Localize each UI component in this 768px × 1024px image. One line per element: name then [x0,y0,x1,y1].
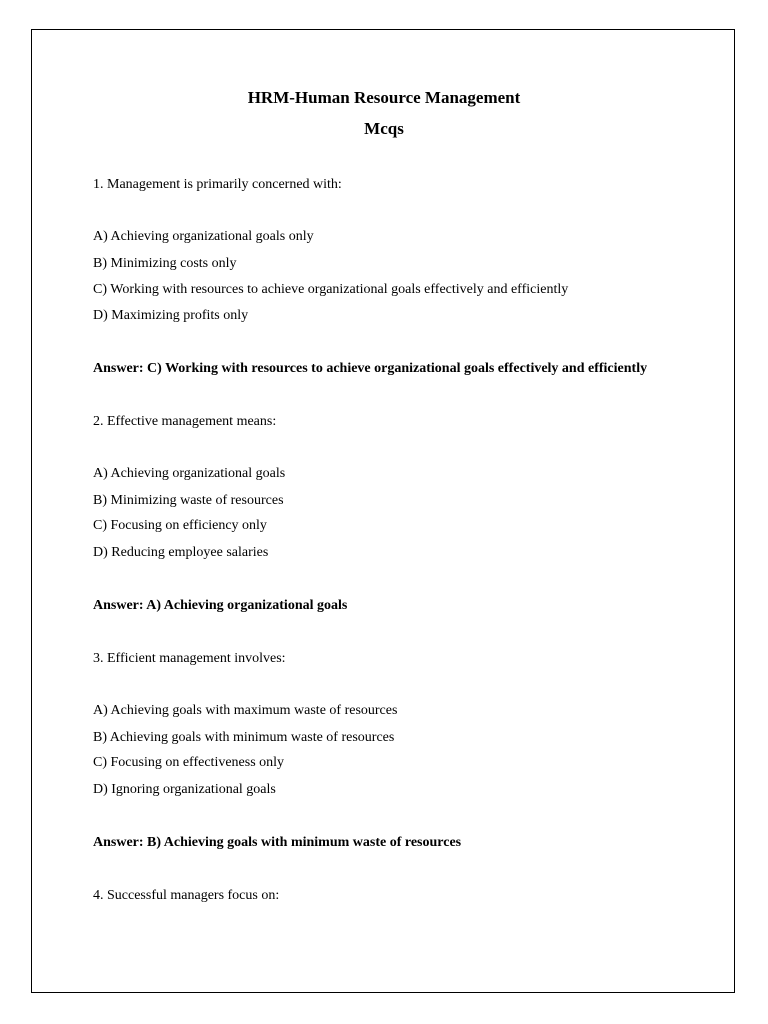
option-item: B) Minimizing waste of resources [93,493,284,508]
option-item: A) Achieving goals with maximum waste of resources [93,703,398,718]
option-item: D) Ignoring organizational goals [93,782,276,797]
answer-text: Answer: A) Achieving organizational goals [93,598,348,613]
answer-text: Answer: C) Working with resources to achieve organizational goals effectively and efficiently [93,361,648,376]
option-item: D) Reducing employee salaries [93,545,269,560]
option-item: C) Focusing on effectiveness only [93,755,285,770]
option-item: C) Working with resources to achieve organizational goals effectively and efficiently [93,282,569,297]
option-item: A) Achieving organizational goals [93,466,286,481]
question-text: 1. Management is primarily concerned with: [93,177,342,192]
option-item: C) Focusing on efficiency only [93,518,267,533]
option-item: B) Minimizing costs only [93,256,237,271]
document-subtitle: Mcqs [364,119,404,138]
option-item: A) Achieving organizational goals only [93,229,314,244]
question-text: 2. Effective management means: [93,414,277,429]
question-text: 3. Efficient management involves: [93,651,286,666]
option-item: D) Maximizing profits only [93,308,249,323]
question-text: 4. Successful managers focus on: [93,888,280,903]
document-title: HRM-Human Resource Management [247,88,521,107]
option-item: B) Achieving goals with minimum waste of resources [93,730,395,745]
answer-text: Answer: B) Achieving goals with minimum waste of resources [93,835,462,850]
